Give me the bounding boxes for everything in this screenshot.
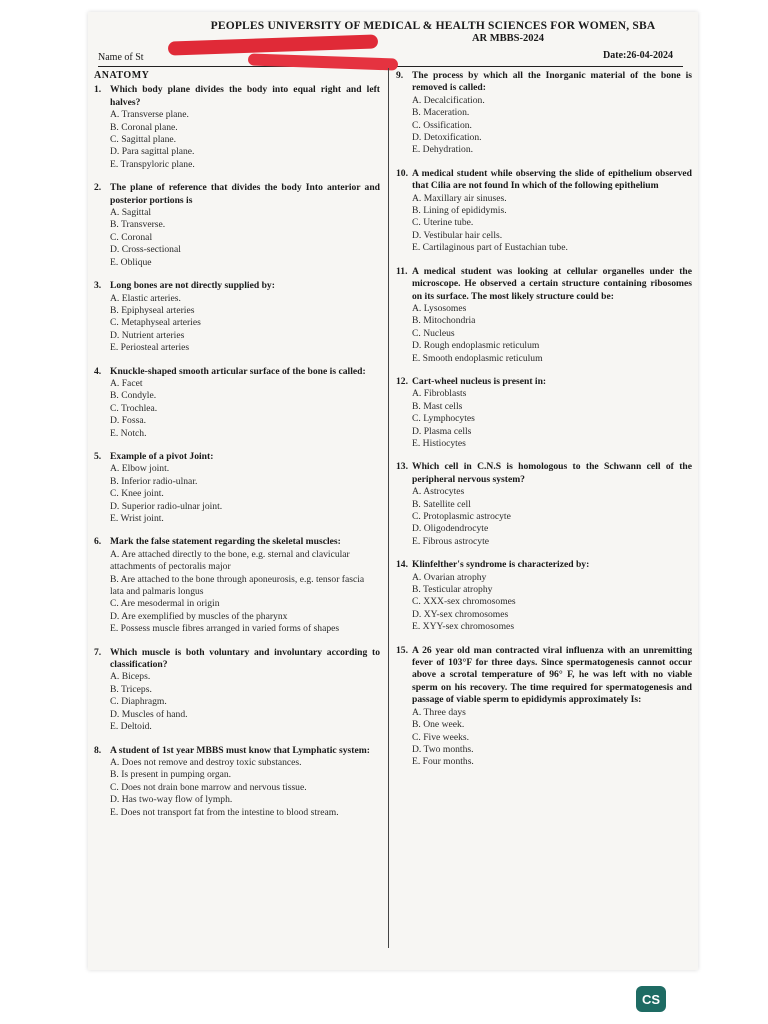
question-stem [396, 461, 692, 486]
question-block [396, 461, 692, 548]
answer-option: D. Nutrient arteries [110, 329, 185, 341]
question-stem [94, 536, 380, 548]
option-list [94, 757, 380, 819]
answer-option: D. Oligodendrocyte [412, 523, 489, 535]
answer-option: B. Testicular atrophy [412, 584, 493, 596]
answer-option: C. Coronal [110, 231, 153, 243]
question-stem [94, 280, 380, 292]
question-block [396, 559, 692, 633]
answer-option: A. Biceps. [110, 671, 151, 683]
question-stem [94, 366, 380, 378]
question-text: A medical student was looking at cellular organelles under the microscope. He observed a certain structure containing ribosomes on its surface. The most likely structure could be: [412, 265, 692, 302]
answer-option: B. Triceps. [110, 683, 152, 695]
right-questions [396, 70, 692, 769]
question-number: 1. [94, 84, 102, 96]
answer-option: C. Protoplasmic astrocyte [412, 511, 511, 522]
answer-option: D. Muscles of hand. [110, 708, 188, 720]
question-block [94, 84, 380, 171]
subject-heading: ANATOMY [94, 70, 150, 81]
question-stem [94, 745, 380, 757]
question-text: A student of 1st year MBBS must know that Lymphatic system: [110, 744, 370, 756]
question-text: Which muscle is both voluntary and involuntary according to classification? [110, 646, 380, 671]
left-questions [94, 84, 380, 819]
university-title: PEOPLES UNIVERSITY OF MEDICAL & HEALTH SCIENCES FOR WOMEN, SBA [210, 20, 656, 32]
answer-option: E. Dehydration. [412, 144, 474, 156]
answer-option: A. Facet [110, 377, 143, 389]
answer-option: B. Satellite cell [412, 498, 471, 510]
answer-option: C. Does not drain bone marrow and nervous tissue. [110, 781, 307, 793]
question-number: 14. [396, 559, 408, 571]
question-stem [396, 645, 692, 707]
logo-text: CS [641, 991, 661, 1007]
option-list [396, 388, 692, 450]
answer-option: A. Ovarian atrophy [412, 571, 487, 583]
answer-option: D. Plasma cells [412, 425, 472, 437]
answer-option: A. Decalcification. [412, 94, 485, 106]
question-number: 11. [396, 265, 408, 277]
answer-option: A. Astrocytes [412, 486, 465, 498]
question-block [94, 366, 380, 440]
question-text: Klinfelther's syndrome is characterized by: [412, 559, 590, 571]
answer-option: A. Are attached directly to the bone, e.g. sternal and clavicular attachments of pectoralis major [110, 548, 350, 573]
question-stem [396, 559, 692, 571]
answer-option: C. XXX-sex chromosomes [412, 596, 516, 608]
answer-option: E. Transpyloric plane. [110, 158, 195, 170]
answer-option: E. Deltoid. [110, 721, 152, 733]
exam-paper [88, 12, 698, 970]
question-number: 2. [94, 182, 102, 194]
option-list [94, 671, 380, 733]
option-list [396, 572, 692, 634]
question-block [396, 645, 692, 769]
answer-option: A. Elastic arteries. [110, 292, 181, 304]
answer-option: E. Does not transport fat from the intestine to blood stream. [110, 806, 339, 818]
question-text: Mark the false statement regarding the skeletal muscles: [110, 536, 341, 548]
answer-option: E. Possess muscle fibres arranged in varied forms of shapes [110, 623, 340, 635]
question-block [94, 182, 380, 269]
question-number: 10. [396, 167, 408, 179]
question-block [94, 536, 380, 635]
exam-title: AR MBBS-2024 [471, 33, 545, 44]
answer-option: C. Sagittal plane. [110, 134, 177, 146]
question-stem [94, 647, 380, 672]
question-block [94, 280, 380, 354]
answer-option: B. Inferior radio-ulnar. [110, 475, 198, 487]
question-text: The process by which all the Inorganic material of the bone is removed is called: [412, 70, 692, 94]
answer-option: B. Mast cells [412, 400, 463, 412]
answer-option: A. Fibroblasts [412, 388, 467, 400]
answer-option: D. XY-sex chromosomes [412, 608, 509, 620]
question-text: Long bones are not directly supplied by: [110, 280, 275, 292]
question-stem [396, 376, 692, 388]
answer-option: B. Maceration. [412, 107, 470, 119]
name-label: Name of St [98, 52, 144, 63]
answer-option: A. Three days [412, 706, 466, 718]
answer-option: B. Mitochondria [412, 315, 476, 327]
question-text: Cart-wheel nucleus is present in: [412, 375, 547, 387]
question-text: Which cell in C.N.S is homologous to the Schwann cell of the peripheral nervous system? [412, 461, 692, 485]
answer-option: E. XYY-sex chromosomes [412, 621, 515, 633]
option-list [94, 293, 380, 355]
answer-option: B. Coronal plane. [110, 121, 178, 133]
answer-option: C. Lymphocytes [412, 413, 475, 425]
answer-option: B. Are attached to the bone through aponeurosis, e.g. tensor fascia lata and palmaris longus [110, 573, 365, 598]
option-list [396, 95, 692, 157]
question-text: Example of a pivot Joint: [110, 450, 214, 462]
question-stem [94, 182, 380, 207]
option-list [94, 463, 380, 525]
camscanner-logo-icon [636, 986, 666, 1012]
answer-option: B. Epiphyseal arteries [110, 304, 195, 316]
answer-option: D. Para sagittal plane. [110, 146, 195, 158]
option-list [396, 303, 692, 365]
question-text: Which body plane divides the body into equal right and left halves? [110, 84, 380, 108]
question-text: A medical student while observing the slide of epithelium observed that Cilia are not found In which of the following epithelium [412, 167, 692, 192]
answer-option: A. Lysosomes [412, 302, 467, 314]
right-column [396, 70, 692, 780]
question-block [396, 266, 692, 365]
answer-option: D. Has two-way flow of lymph. [110, 794, 233, 806]
option-list [94, 549, 380, 636]
answer-option: B. Condyle. [110, 390, 157, 402]
question-number: 13. [396, 461, 408, 473]
answer-option: E. Histiocytes [412, 437, 466, 449]
question-number: 5. [94, 450, 102, 462]
answer-option: B. One week. [412, 719, 465, 731]
question-text: The plane of reference that divides the body Into anterior and posterior portions is [110, 182, 380, 206]
answer-option: C. Trochlea. [110, 402, 158, 414]
answer-option: A. Does not remove and destroy toxic substances. [110, 756, 302, 768]
option-list [396, 707, 692, 769]
answer-option: D. Vestibular hair cells. [412, 229, 503, 241]
question-stem [396, 70, 692, 95]
question-number: 4. [94, 365, 102, 377]
question-stem [396, 266, 692, 303]
answer-option: D. Two months. [412, 743, 474, 755]
answer-option: D. Cross-sectional [110, 244, 181, 256]
answer-option: C. Uterine tube. [412, 217, 474, 229]
answer-option: E. Wrist joint. [110, 513, 164, 524]
answer-option: A. Sagittal [110, 207, 152, 219]
option-list [396, 193, 692, 255]
left-column [94, 70, 380, 830]
question-block [396, 376, 692, 450]
answer-option: D. Fossa. [110, 415, 146, 427]
answer-option: D. Superior radio-ulnar joint. [110, 500, 223, 512]
answer-option: E. Cartilaginous part of Eustachian tube. [412, 242, 568, 254]
question-number: 12. [396, 375, 408, 387]
question-block [94, 647, 380, 734]
answer-option: A. Elbow joint. [110, 463, 170, 475]
answer-option: D. Detoxification. [412, 132, 482, 144]
answer-option: E. Four months. [412, 756, 474, 768]
question-number: 15. [396, 644, 408, 656]
answer-option: C. Nucleus [412, 327, 455, 339]
answer-option: A. Maxillary air sinuses. [412, 192, 507, 204]
question-stem [94, 84, 380, 109]
question-block [94, 745, 380, 819]
answer-option: A. Transverse plane. [110, 109, 189, 121]
question-text: Knuckle-shaped smooth articular surface of the bone is called: [110, 365, 366, 377]
question-number: 3. [94, 280, 102, 292]
answer-option: C. Metaphyseal arteries [110, 317, 201, 329]
answer-option: C. Knee joint. [110, 488, 164, 500]
option-list [94, 378, 380, 440]
question-text: A 26 year old man contracted viral influenza with an unremitting fever of 103°F for three days. Since spermatogenesis cannot occur above a scrotal temperature of 96° F, he was left with no viable sperm on his recovery. The time required for spermatogenesis and passage of viable sperm to epididymis approximately Is: [412, 644, 692, 706]
answer-option: C. Five weeks. [412, 731, 470, 743]
answer-option: B. Lining of epididymis. [412, 205, 507, 217]
answer-option: C. Are mesodermal in origin [110, 598, 220, 610]
question-stem [94, 451, 380, 463]
answer-option: D. Rough endoplasmic reticulum [412, 340, 540, 352]
option-list [94, 207, 380, 269]
column-divider [388, 68, 389, 948]
question-block [396, 70, 692, 157]
question-number: 7. [94, 646, 102, 658]
answer-option: E. Oblique [110, 256, 152, 268]
answer-option: C. Diaphragm. [110, 696, 167, 708]
question-number: 9. [396, 70, 404, 81]
answer-option: E. Periosteal arteries [110, 342, 190, 354]
question-stem [396, 168, 692, 193]
answer-option: C. Ossification. [412, 119, 472, 131]
answer-option: B. Is present in pumping organ. [110, 769, 232, 781]
answer-option: E. Notch. [110, 427, 147, 439]
answer-option: E. Fibrous astrocyte [412, 535, 490, 547]
answer-option: E. Smooth endoplasmic reticulum [412, 352, 543, 364]
exam-date: Date:26-04-2024 [603, 50, 673, 61]
question-number: 8. [94, 744, 102, 756]
question-block [396, 168, 692, 255]
option-list [94, 109, 380, 171]
option-list [396, 486, 692, 548]
question-number: 6. [94, 536, 102, 548]
answer-option: B. Transverse. [110, 219, 166, 231]
question-block [94, 451, 380, 525]
answer-option: D. Are exemplified by muscles of the pharynx [110, 610, 288, 622]
